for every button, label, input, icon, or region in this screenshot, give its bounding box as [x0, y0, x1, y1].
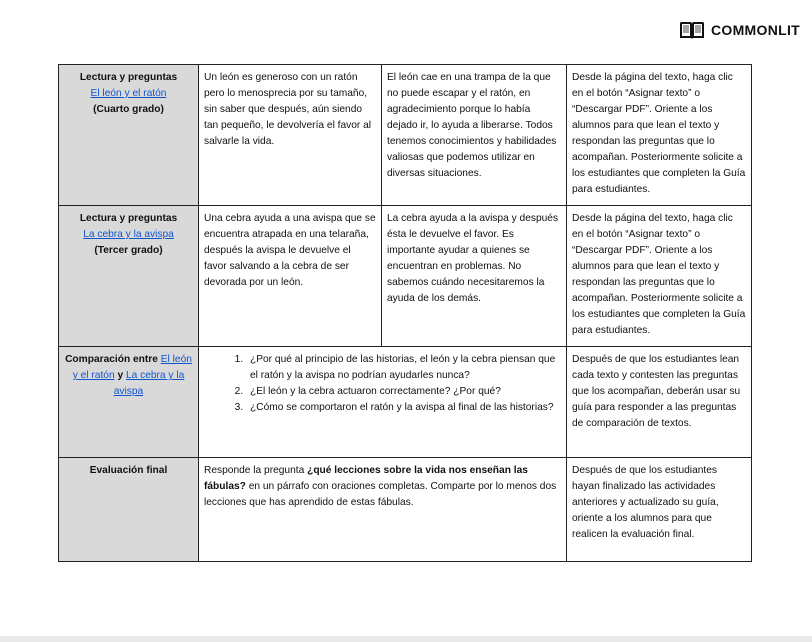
- instructions-cell: Después de que los estudiantes lean cada texto y contesten las preguntas que los acompañan, deberán usar su guía para responder a las preguntas de comparación de textos.: [567, 347, 752, 458]
- row-label: Comparación entre: [65, 354, 158, 365]
- instructions-cell: Desde la página del texto, haga clic en el botón “Asignar texto” o “Descargar PDF”. Oriente a los alumnos para que lean el texto y respondan las preguntas que lo acompañan. Posteriormente solicite a los estudiantes que completen la Guía para estudiantes.: [567, 206, 752, 347]
- grade-label: (Cuarto grado): [93, 104, 164, 115]
- list-item: 1. ¿Por qué al principio de las historias, el león y la cebra piensan que el ratón y la avispa no podrían ayudarles nunca?: [246, 352, 561, 384]
- book-icon: [679, 20, 705, 40]
- text-link-cebra-avispa[interactable]: La cebra y la avispa: [113, 370, 185, 397]
- lesson-plan-table: [58, 64, 752, 562]
- lesson-cell: El león cae en una trampa de la que no puede escapar y el ratón, en agradecimiento porque lo había dejado ir, lo ayuda a liberarse. Todos tenemos conocimientos y habilidades valiosas que podemos utilizar en diversas situaciones.: [382, 65, 567, 206]
- lesson-cell: La cebra ayuda a la avispa y después ésta le devuelve el favor. Es importante ayudar a quienes se encuentran en problemas. No sabemos cuándo necesitaremos la ayuda de los demás.: [382, 206, 567, 347]
- table-row: [59, 347, 752, 458]
- text-link-cebra-avispa[interactable]: La cebra y la avispa: [83, 229, 174, 240]
- summary-cell: Una cebra ayuda a una avispa que se encuentra atrapada en una telaraña, después la avispa le devuelve el favor salvando a la cebra de ser devorada por un león.: [199, 206, 382, 347]
- instructions-cell: Después de que los estudiantes hayan finalizado las actividades anteriores y actualizado su guía, oriente a los alumnos para que realicen la evaluación final.: [567, 458, 752, 562]
- row-label-cell: [59, 206, 199, 347]
- instructions-cell: Desde la página del texto, haga clic en el botón “Asignar texto” o “Descargar PDF”. Oriente a los alumnos para que lean el texto y respondan las preguntas que lo acompañan. Posteriormente solicite a los estudiantes que completen la Guía para estudiantes.: [567, 65, 752, 206]
- questions-list: [204, 352, 561, 416]
- row-label-cell: Evaluación final: [59, 458, 199, 562]
- list-item: 2. ¿El león y la cebra actuaron correctamente? ¿Por qué?: [246, 384, 561, 400]
- text-link-leon-raton[interactable]: El león y el ratón: [90, 88, 167, 99]
- evaluation-text-after: en un párrafo con oraciones completas. Comparte por lo menos dos lecciones que has aprendido de estas fábulas.: [204, 481, 557, 508]
- evaluation-question: ¿qué lecciones sobre la vida nos enseñan las fábulas?: [204, 465, 528, 492]
- evaluation-text-before: Responde la pregunta: [204, 465, 308, 476]
- conjunction: y: [114, 370, 126, 381]
- row-label: Lectura y preguntas: [79, 213, 178, 224]
- table-row: [59, 458, 752, 562]
- row-label: Lectura y preguntas: [79, 72, 178, 83]
- table-row: [59, 206, 752, 347]
- row-label-cell: [59, 65, 199, 206]
- list-item: 3. ¿Cómo se comportaron el ratón y la avispa al final de las historias?: [246, 400, 561, 416]
- summary-cell: Un león es generoso con un ratón pero lo menosprecia por su tamaño, sin saber que después, aún siendo tan pequeño, le devolvería el favor al salvarle la vida.: [199, 65, 382, 206]
- text-link-leon-raton[interactable]: El león y el ratón: [72, 354, 192, 381]
- row-label-cell: [59, 347, 199, 458]
- grade-label: (Tercer grado): [94, 245, 163, 256]
- commonlit-logo: [679, 20, 800, 40]
- table-row: [59, 65, 752, 206]
- evaluation-prompt-cell: [199, 458, 567, 562]
- logo-text: COMMONLIT: [711, 22, 801, 38]
- page-bottom-band: [0, 636, 812, 642]
- questions-cell: [199, 347, 567, 458]
